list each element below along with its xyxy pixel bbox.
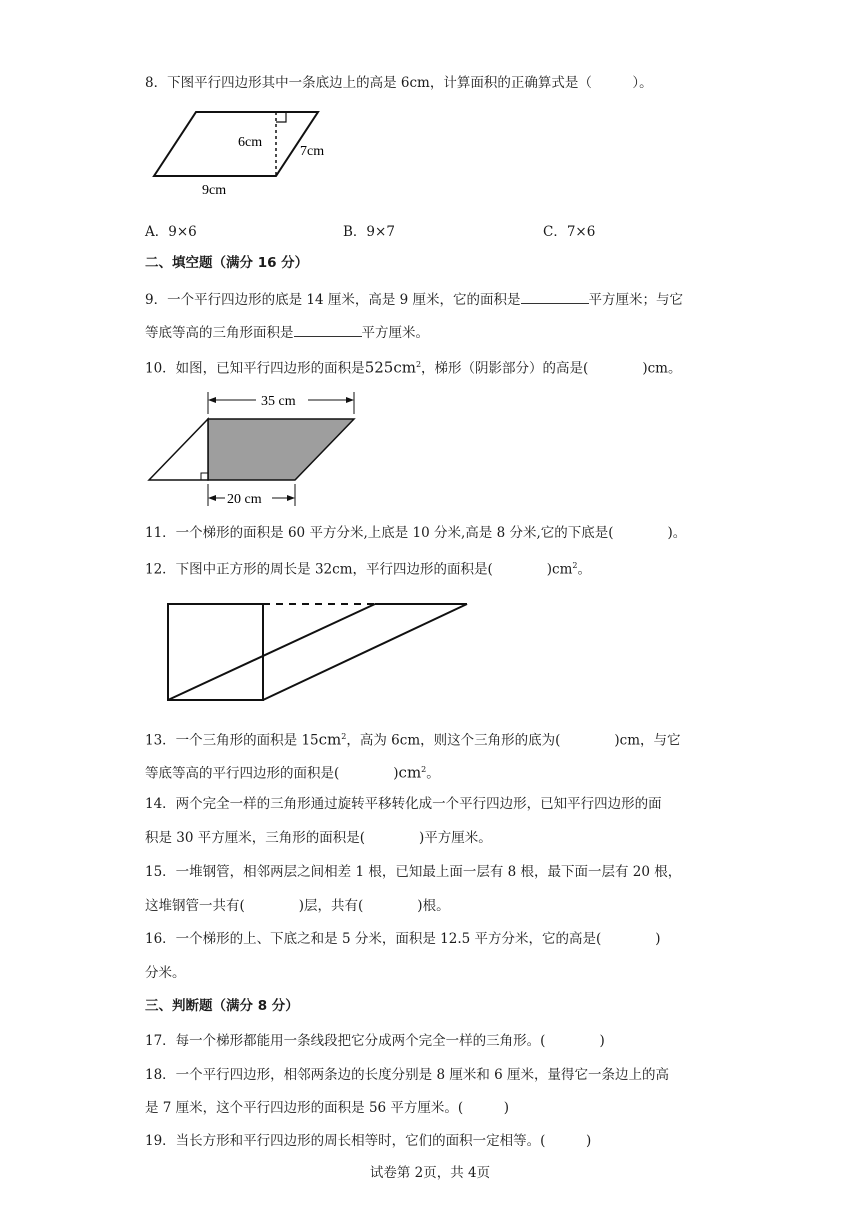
section-2-heading: 二、填空题（满分 16 分） bbox=[145, 255, 309, 271]
page-footer: 试卷第 2页，共 4页 bbox=[369, 1165, 491, 1181]
question-10-text bbox=[145, 355, 681, 379]
q8-base-label: 9cm bbox=[202, 183, 227, 198]
q8-option-c[interactable]: C．7×6 bbox=[543, 224, 596, 240]
question-9-line-1 bbox=[145, 289, 683, 310]
q9-text-c: 等底等高的三角形面积是 bbox=[145, 325, 294, 341]
q10-bottom-label: 20 cm bbox=[227, 492, 262, 507]
q9-text-d: 平方厘米。 bbox=[361, 325, 429, 341]
q8-height-label: 6cm bbox=[238, 135, 263, 150]
q8-side-label: 7cm bbox=[300, 144, 325, 159]
question-16-line-2: 分米。 bbox=[145, 965, 186, 981]
q10-top-label: 35 cm bbox=[261, 394, 296, 409]
q10-parallelogram-figure bbox=[145, 388, 360, 513]
q9-text-b: 平方厘米；与它 bbox=[588, 292, 684, 308]
q13-sup: 2 bbox=[341, 732, 347, 741]
question-13-line-1 bbox=[145, 727, 681, 751]
q10-area-sup: 2 bbox=[415, 360, 422, 369]
question-9-line-2 bbox=[145, 322, 429, 343]
question-11-text: 11．一个梯形的面积是 60 平方分米,上底是 10 分米,高是 8 分米,它的下底是( )。 bbox=[145, 525, 687, 541]
question-15-line-2: 这堆钢管一共有( )层，共有( )根。 bbox=[145, 898, 450, 914]
question-18-line-2: 是 7 厘米，这个平行四边形的面积是 56 平方厘米。( ) bbox=[145, 1100, 509, 1116]
q12-square-parallelogram-figure bbox=[160, 598, 475, 708]
section-3-heading: 三、判断题（满分 8 分） bbox=[145, 998, 299, 1014]
question-13-line-2 bbox=[145, 760, 440, 784]
q12-text-b: 。 bbox=[577, 561, 591, 578]
q8-option-a[interactable]: A．9×6 bbox=[145, 224, 197, 240]
q13-text-b: ，高为 6cm，则这个三角形的底为( )cm，与它 bbox=[346, 732, 681, 749]
q13-text-d: 。 bbox=[426, 765, 440, 782]
q10-text-a: 10．如图，已知平行四边形的面积是 bbox=[145, 360, 365, 377]
question-12-text bbox=[145, 556, 591, 580]
q8-option-b[interactable]: B．9×7 bbox=[343, 224, 395, 240]
question-14-line-1: 14．两个完全一样的三角形通过旋转平移转化成一个平行四边形，已知平行四边形的面 bbox=[145, 796, 662, 812]
q13-unit-2: cm bbox=[398, 763, 422, 782]
question-16-line-1: 16．一个梯形的上、下底之和是 5 分米，面积是 12.5 平方分米，它的高是( ) bbox=[145, 931, 661, 947]
question-19-text: 19．当长方形和平行四边形的周长相等时，它们的面积一定相等。( ) bbox=[145, 1133, 592, 1149]
question-17-text: 17．每一个梯形都能用一条线段把它分成两个完全一样的三角形。( ) bbox=[145, 1033, 605, 1049]
q12-sup: 2 bbox=[572, 561, 578, 570]
q9-text-a: 9．一个平行四边形的底是 14 厘米，高是 9 厘米，它的面积是 bbox=[145, 292, 521, 308]
question-14-line-2: 积是 30 平方厘米，三角形的面积是( )平方厘米。 bbox=[145, 830, 492, 846]
q13-unit: cm bbox=[318, 730, 342, 749]
q9-blank-2[interactable] bbox=[294, 322, 362, 337]
q13-text-c: 等底等高的平行四边形的面积是( ) bbox=[145, 765, 399, 782]
question-15-line-1: 15．一堆钢管，相邻两层之间相差 1 根，已知最上面一层有 8 根，最下面一层有 20 根， bbox=[145, 864, 682, 880]
q13-text-a: 13．一个三角形的面积是 15 bbox=[145, 732, 319, 749]
question-8-text: 8．下图平行四边形其中一条底边上的高是 6cm，计算面积的正确算式是（ ）。 bbox=[145, 75, 653, 91]
q10-area-value: 525cm bbox=[364, 358, 416, 377]
question-18-line-1: 18．一个平行四边形，相邻两条边的长度分别是 8 厘米和 6 厘米，量得它一条边上的高 bbox=[145, 1067, 670, 1083]
q12-text-a: 12．下图中正方形的周长是 32cm，平行四边形的面积是( )cm bbox=[145, 561, 573, 578]
q9-blank-1[interactable] bbox=[521, 289, 589, 304]
q13-sup-2: 2 bbox=[421, 765, 427, 774]
q10-text-b: ，梯形（阴影部分）的高是( )cm。 bbox=[421, 360, 682, 377]
q8-parallelogram-figure bbox=[150, 108, 340, 198]
